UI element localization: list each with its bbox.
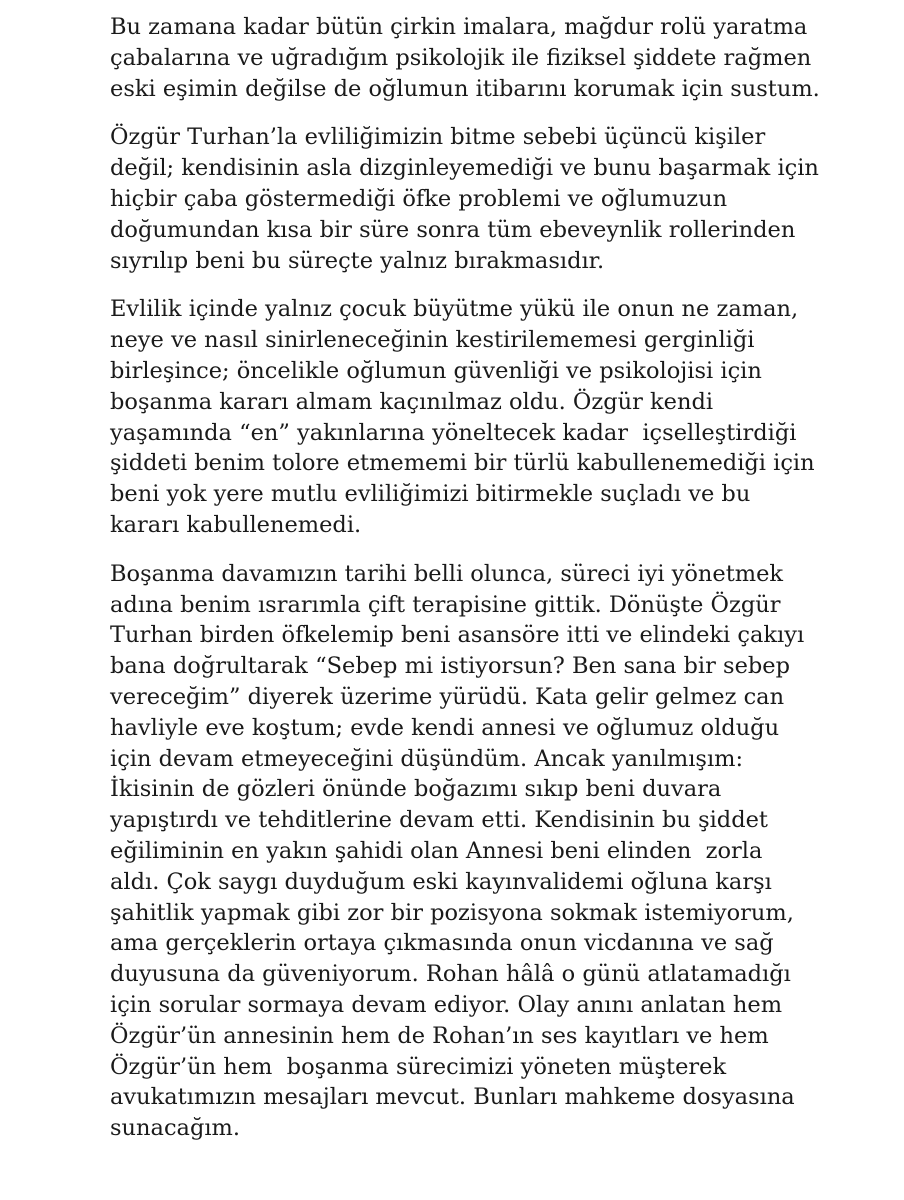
text-line: çabalarına ve uğradığım psikolojik ile fiziksel şiddete rağmen xyxy=(110,44,812,71)
paragraph-2 xyxy=(110,122,900,276)
text-line: Bu zamana kadar bütün çirkin imalara, mağdur rolü yaratma xyxy=(110,14,808,40)
statement-document xyxy=(110,12,900,1162)
paragraph-3 xyxy=(110,294,900,540)
text-line: yaşamında “en” yakınlarına yöneltecek kadar içselleştirdiği xyxy=(110,419,797,446)
text-line: havliyle eve koştum; evde kendi annesi ve oğlumuz olduğu xyxy=(110,714,780,741)
text-line: adına benim ısrarımla çift terapisine gittik. Dönüşte Özgür xyxy=(110,591,781,618)
text-line: duyusuna da güveniyorum. Rohan hâlâ o günü atlatamadığı xyxy=(110,961,791,988)
text-line: birleşince; öncelikle oğlumun güvenliği ve psikolojisi için xyxy=(110,357,762,384)
text-line: ama gerçeklerin ortaya çıkmasında onun vicdanına ve sağ xyxy=(110,930,774,957)
text-line: vereceğim” diyerek üzerime yürüdü. Kata gelir gelmez can xyxy=(110,683,785,710)
text-line: Boşanma davamızın tarihi belli olunca, süreci iyi yönetmek xyxy=(110,560,784,587)
text-line: Turhan birden öfkelemip beni asansöre itti ve elindeki çakıyı xyxy=(110,622,805,649)
text-line: doğumundan kısa bir süre sonra tüm ebeveynlik rollerinden xyxy=(110,216,796,243)
text-line: Evlilik içinde yalnız çocuk büyütme yükü ile onun ne zaman, xyxy=(110,296,799,323)
text-line: hiçbir çaba göstermediği öfke problemi ve oğlumuzun xyxy=(110,185,728,212)
text-line: boşanma kararı almam kaçınılmaz oldu. Özgür kendi xyxy=(110,388,714,415)
text-line: Özgür Turhan’la evliliğimizin bitme sebebi üçüncü kişiler xyxy=(110,124,766,151)
text-line: beni yok yere mutlu evliliğimizi bitirmekle suçladı ve bu xyxy=(110,481,751,508)
text-line: Özgür’ün hem boşanma sürecimizi yöneten müşterek xyxy=(110,1053,727,1080)
text-line: için devam etmeyeceğini düşündüm. Ancak yanılmışım: xyxy=(110,745,744,772)
paragraph-1 xyxy=(110,12,900,104)
paragraph-4 xyxy=(110,559,900,1144)
text-line: eski eşimin değilse de oğlumun itibarını korumak için sustum. xyxy=(110,75,820,102)
text-line: değil; kendisinin asla dizginleyemediği ve bunu başarmak için xyxy=(110,155,819,182)
text-line: aldı. Çok saygı duyduğum eski kayınvalidemi oğluna karşı xyxy=(110,868,772,895)
text-line: yapıştırdı ve tehditlerine devam etti. Kendisinin bu şiddet xyxy=(110,807,768,834)
text-line: avukatımızın mesajları mevcut. Bunları mahkeme dosyasına xyxy=(110,1084,795,1111)
text-line: şiddeti benim tolore etmememi bir türlü kabullenemediği için xyxy=(110,450,815,477)
text-line: Özgür’ün annesinin hem de Rohan’ın ses kayıtları ve hem xyxy=(110,1022,769,1049)
text-line: İkisinin de gözleri önünde boğazımı sıkıp beni duvara xyxy=(110,776,722,803)
text-line: için sorular sormaya devam ediyor. Olay anını anlatan hem xyxy=(110,991,783,1018)
text-line: şahitlik yapmak gibi zor bir pozisyona sokmak istemiyorum, xyxy=(110,899,794,926)
text-line: sunacağım. xyxy=(110,1115,241,1142)
text-line: eğiliminin en yakın şahidi olan Annesi beni elinden zorla xyxy=(110,837,763,864)
text-line: neye ve nasıl sinirleneceğinin kestirilememesi gerginliği xyxy=(110,327,755,354)
text-line: bana doğrultarak “Sebep mi istiyorsun? Ben sana bir sebep xyxy=(110,653,791,680)
text-line: kararı kabullenemedi. xyxy=(110,511,362,538)
text-line: sıyrılıp beni bu süreçte yalnız bırakmasıdır. xyxy=(110,247,605,274)
